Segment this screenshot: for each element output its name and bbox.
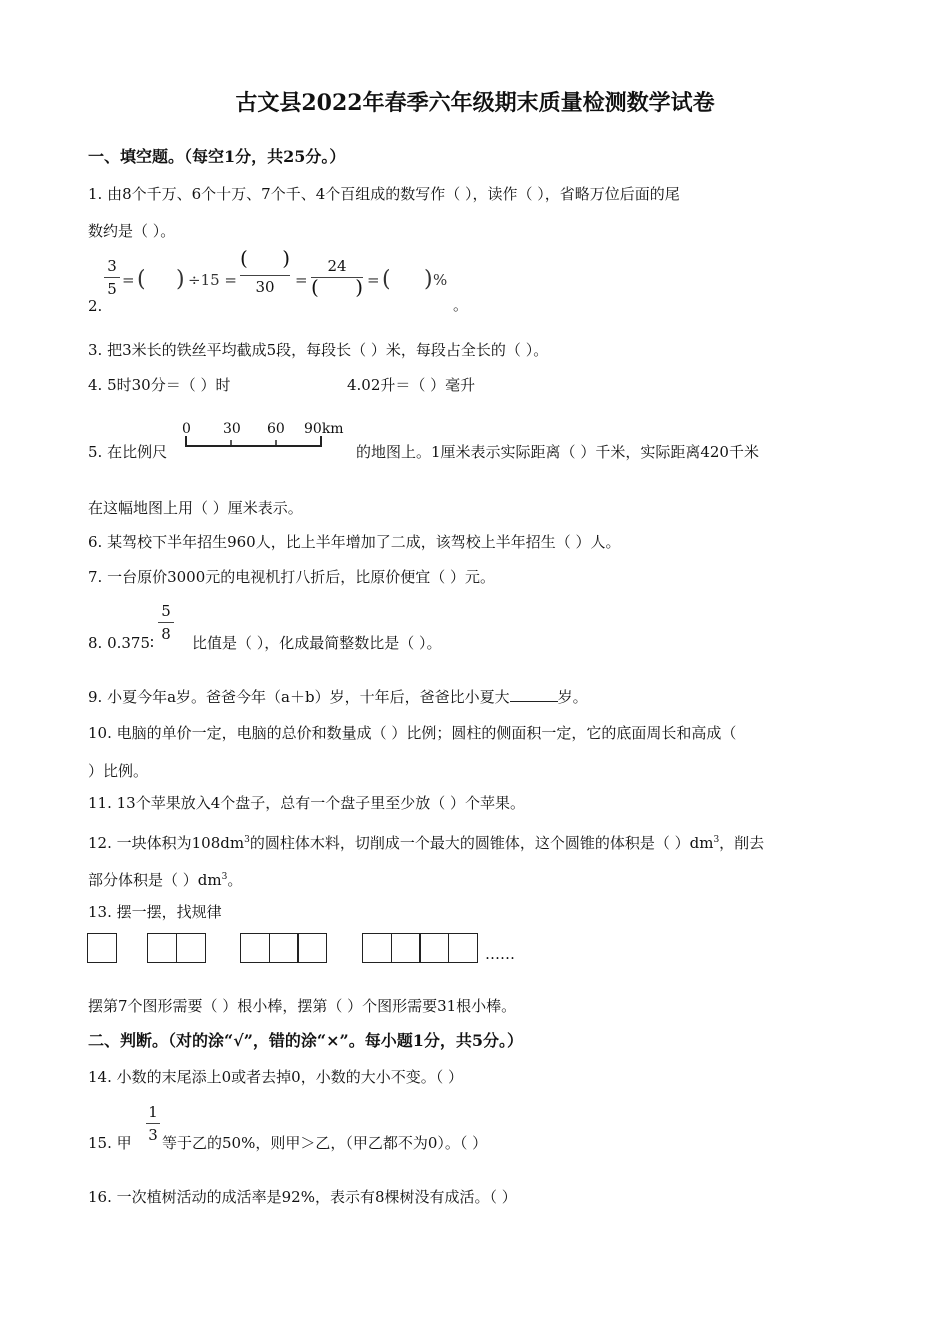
blank-paren-close: ) (424, 267, 433, 292)
fraction-blank-30 (240, 246, 290, 296)
fraction-numerator: 5 (161, 602, 171, 620)
question-7: 7. 一台原价3000元的电视机打八折后，比原价便宜（ ）元。 (88, 568, 496, 586)
scale-bar (184, 420, 344, 450)
fraction-24-blank (311, 257, 363, 300)
blank-paren-close: ) (176, 267, 185, 292)
question-12-text-e: 。 (227, 871, 243, 889)
stick-figure-2 (147, 933, 206, 963)
question-16: 16. 一次植树活动的成活率是92%，表示有8棵树没有成活。（ ） (88, 1188, 517, 1206)
answer-blank-line (510, 687, 558, 702)
equals-sign: = (295, 271, 308, 289)
question-5-middle: 的地图上。1厘米表示实际距离（ ）千米，实际距离420千米 (356, 443, 759, 461)
fraction-bar (146, 1123, 160, 1124)
square (87, 933, 117, 963)
section1-heading: 一、填空题。（每空1分，共25分。） (88, 147, 346, 166)
question-4-part2: 4.02升＝（ ）毫升 (347, 376, 476, 394)
question-13-label: 13. 摆一摆，找规律 (88, 903, 222, 921)
question-1-line1: 1. 由8个千万、6个十万、7个千、4个百组成的数写作（ ），读作（ ），省略万位后面的尾 (88, 185, 680, 203)
fraction-1-3 (146, 1103, 160, 1144)
ellipsis: …… (485, 945, 515, 963)
question-2-number: 2. (88, 297, 103, 315)
square (147, 933, 177, 963)
square (391, 933, 421, 963)
question-12-text-b: 的圆柱体木料，切削成一个最大的圆锥体，这个圆锥的体积是（ ）dm (249, 834, 714, 852)
divide-fifteen: ÷15 = (188, 271, 237, 289)
question-4-part1: 4. 5时30分＝（ ）时 (88, 376, 231, 394)
question-12-text-c: ，削去 (719, 834, 765, 852)
fraction-denominator: 3 (148, 1126, 158, 1144)
scale-ruler (184, 436, 324, 450)
blank-paren-open: ( (382, 267, 391, 292)
question-8-rest: 比值是（ ），化成最简整数比是（ ）。 (192, 634, 442, 652)
superscript: 3 (713, 835, 720, 845)
question-13-line: 摆第7个图形需要（ ）根小棒，摆第（ ）个图形需要31根小棒。 (88, 997, 517, 1015)
equals-sign: = (122, 271, 135, 289)
fraction-denominator: 5 (107, 280, 117, 298)
fraction-denominator: 8 (161, 625, 171, 643)
section2-heading: 二、判断。（对的涂“√”，错的涂“×”。每小题1分，共5分。） (88, 1031, 524, 1050)
question-9-text: 9. 小夏今年a岁。爸爸今年（a＋b）岁，十年后，爸爸比小夏大 (88, 688, 510, 706)
fraction-numerator-blank: ( ) (240, 246, 290, 270)
fraction-bar (158, 622, 174, 623)
fraction-denominator: 30 (255, 278, 275, 296)
fraction-numerator: 3 (107, 257, 117, 275)
question-11: 11. 13个苹果放入4个盘子，总有一个盘子里至少放（ ）个苹果。 (88, 794, 526, 812)
square (269, 933, 299, 963)
page-title: 古文县2022年春季六年级期末质量检测数学试卷 (235, 90, 715, 116)
blank-paren-open: ( (137, 267, 146, 292)
fraction-numerator: 24 (327, 257, 347, 275)
question-1-line2: 数约是（ ）。 (88, 222, 176, 240)
stick-figure-3 (240, 933, 327, 963)
superscript: 3 (244, 835, 250, 845)
scale-label: 0 (182, 421, 191, 437)
question-3: 3. 把3米长的铁丝平均截成5段，每段长（ ）米，每段占全长的（ ）。 (88, 341, 549, 359)
question-15-prefix: 15. 甲 (88, 1134, 132, 1152)
question-10-line1: 10. 电脑的单价一定，电脑的总价和数量成（ ）比例；圆柱的侧面积一定，它的底面周长和高成（ (88, 724, 737, 742)
period: 。 (453, 296, 469, 314)
question-12-text-d: 部分体积是（ ）dm (88, 871, 222, 889)
equals-sign: = (367, 271, 380, 289)
superscript: 3 (221, 872, 228, 882)
fraction-denominator-blank: ( ) (311, 275, 363, 299)
question-9 (88, 686, 588, 708)
square (176, 933, 206, 963)
square (419, 933, 449, 963)
percent-sign: % (433, 271, 448, 289)
scale-label: 60 (267, 421, 285, 437)
square (448, 933, 478, 963)
question-10-line2: ）比例。 (88, 762, 149, 780)
scale-label: 30 (223, 421, 241, 437)
question-12-line1 (88, 829, 764, 854)
question-12-line2 (88, 866, 242, 891)
question-5-prefix: 5. 在比例尺 (88, 443, 168, 461)
fraction-bar (104, 277, 120, 278)
stick-figure-1 (87, 933, 117, 963)
question-6: 6. 某驾校下半年招生960人，比上半年增加了二成，该驾校上半年招生（ ）人。 (88, 533, 621, 551)
question-5-line2: 在这幅地图上用（ ）厘米表示。 (88, 499, 303, 517)
scale-label: 90km (304, 421, 344, 437)
question-8-prefix: 8. 0.375∶ (88, 634, 154, 652)
fraction-3-5 (104, 257, 120, 298)
question-12-text-a: 12. 一块体积为108dm (88, 834, 245, 852)
fraction-bar (240, 275, 290, 276)
fraction-numerator: 1 (148, 1103, 158, 1121)
square (362, 933, 392, 963)
question-15-rest: 等于乙的50%，则甲＞乙，（甲乙都不为0）。（ ） (162, 1134, 488, 1152)
stick-figure-4 (362, 933, 478, 963)
question-9-unit: 岁。 (557, 688, 588, 706)
fraction-5-8 (158, 602, 174, 643)
square (240, 933, 270, 963)
square (297, 933, 327, 963)
question-14: 14. 小数的末尾添上0或者去掉0，小数的大小不变。（ ） (88, 1068, 463, 1086)
